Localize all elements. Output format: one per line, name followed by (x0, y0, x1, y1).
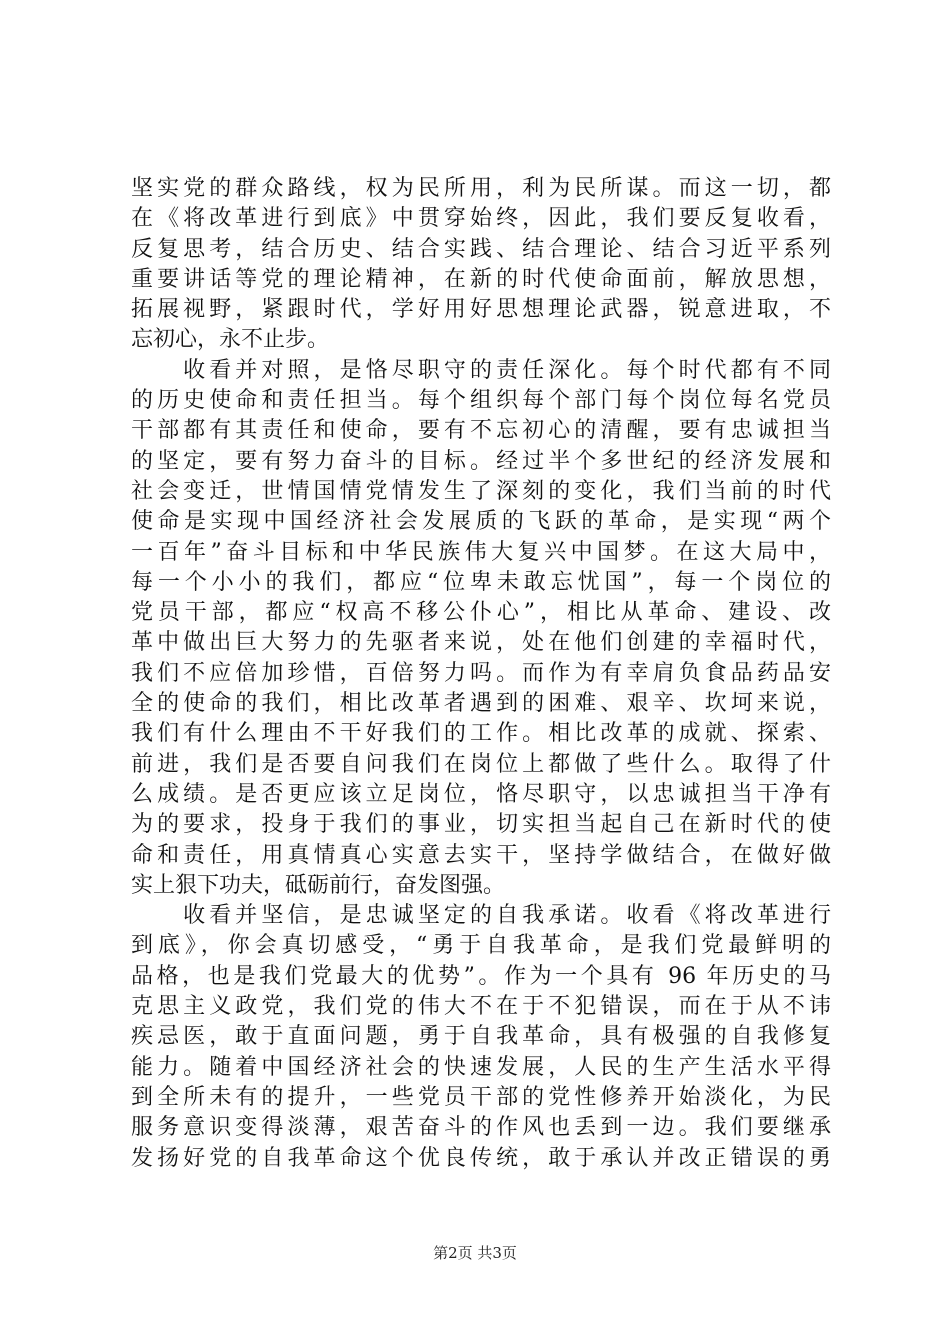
text-line: 到底》，你会真切感受，“勇于自我革命，是我们党最鲜明的 (131, 933, 831, 959)
text-line: 革中做出巨大努力的先驱者来说，处在他们创建的幸福时代， (131, 630, 831, 656)
text-line: 发扬好党的自我革命这个优良传统，敢于承认并改正错误的勇 (131, 1145, 831, 1171)
text-line: 能力。随着中国经济社会的快速发展，人民的生产生活水平得 (131, 1054, 831, 1080)
text-line: 到全所未有的提升，一些党员干部的党性修养开始淡化，为民 (131, 1084, 831, 1110)
text-line: 命和责任，用真情真心实意去实干，坚持学做结合，在做好做 (131, 842, 831, 868)
text-line: 前进，我们是否要自问我们在岗位上都做了些什么。取得了什 (131, 751, 831, 777)
text-line: 疾忌医，敢于直面问题，勇于自我革命，具有极强的自我修复 (131, 1024, 831, 1050)
text-line: 反复思考，结合历史、结合实践、结合理论、结合习近平系列 (131, 236, 831, 262)
text-line: 收看并对照，是恪尽职守的责任深化。每个时代都有不同 (131, 357, 831, 383)
body-text (131, 174, 831, 1174)
text-line: 实上狠下功夫，砥砺前行，奋发图强。 (131, 872, 506, 898)
text-line: 一百年”奋斗目标和中华民族伟大复兴中国梦。在这大局中， (131, 539, 831, 565)
text-line: 我们有什么理由不干好我们的工作。相比改革的成就、探索、 (131, 721, 831, 747)
text-line: 每一个小小的我们，都应“位卑未敢忘忧国”，每一个岗位的 (131, 569, 831, 595)
text-line: 重要讲话等党的理论精神，在新的时代使命面前，解放思想， (131, 266, 831, 292)
text-line: 的坚定，要有努力奋斗的目标。经过半个多世纪的经济发展和 (131, 448, 831, 474)
text-line: 拓展视野，紧跟时代，学好用好思想理论武器，锐意进取，不 (131, 297, 831, 323)
text-line: 品格，也是我们党最大的优势”。作为一个具有 96 年历史的马 (131, 963, 831, 989)
text-line: 服务意识变得淡薄，艰苦奋斗的作风也丢到一边。我们要继承 (131, 1115, 831, 1141)
text-line: 的历史使命和责任担当。每个组织每个部门每个岗位每名党员 (131, 388, 831, 414)
page-footer: 第2页 共3页 (433, 1244, 517, 1262)
text-line: 在《将改革进行到底》中贯穿始终，因此，我们要反复收看， (131, 206, 831, 232)
text-line: 全的使命的我们，相比改革者遇到的困难、艰辛、坎坷来说， (131, 691, 831, 717)
text-line: 克思主义政党，我们党的伟大不在于不犯错误，而在于从不讳 (131, 994, 831, 1020)
text-line: 干部都有其责任和使命，要有不忘初心的清醒，要有忠诚担当 (131, 418, 831, 444)
text-line: 我们不应倍加珍惜，百倍努力吗。而作为有幸肩负食品药品安 (131, 660, 831, 686)
text-line: 忘初心，永不止步。 (131, 327, 330, 353)
text-line: 社会变迁，世情国情党情发生了深刻的变化，我们当前的时代 (131, 478, 831, 504)
text-line: 收看并坚信，是忠诚坚定的自我承诺。收看《将改革进行 (131, 903, 831, 929)
text-line: 党员干部，都应“权高不移公仆心”，相比从革命、建设、改 (131, 600, 831, 626)
text-line: 么成绩。是否更应该立足岗位，恪尽职守，以忠诚担当干净有 (131, 781, 831, 807)
text-line: 为的要求，投身于我们的事业，切实担当起自己在新时代的使 (131, 812, 831, 838)
text-line: 使命是实现中国经济社会发展质的飞跃的革命，是实现“两个 (131, 509, 831, 535)
text-line: 坚实党的群众路线，权为民所用，利为民所谋。而这一切，都 (131, 176, 831, 201)
